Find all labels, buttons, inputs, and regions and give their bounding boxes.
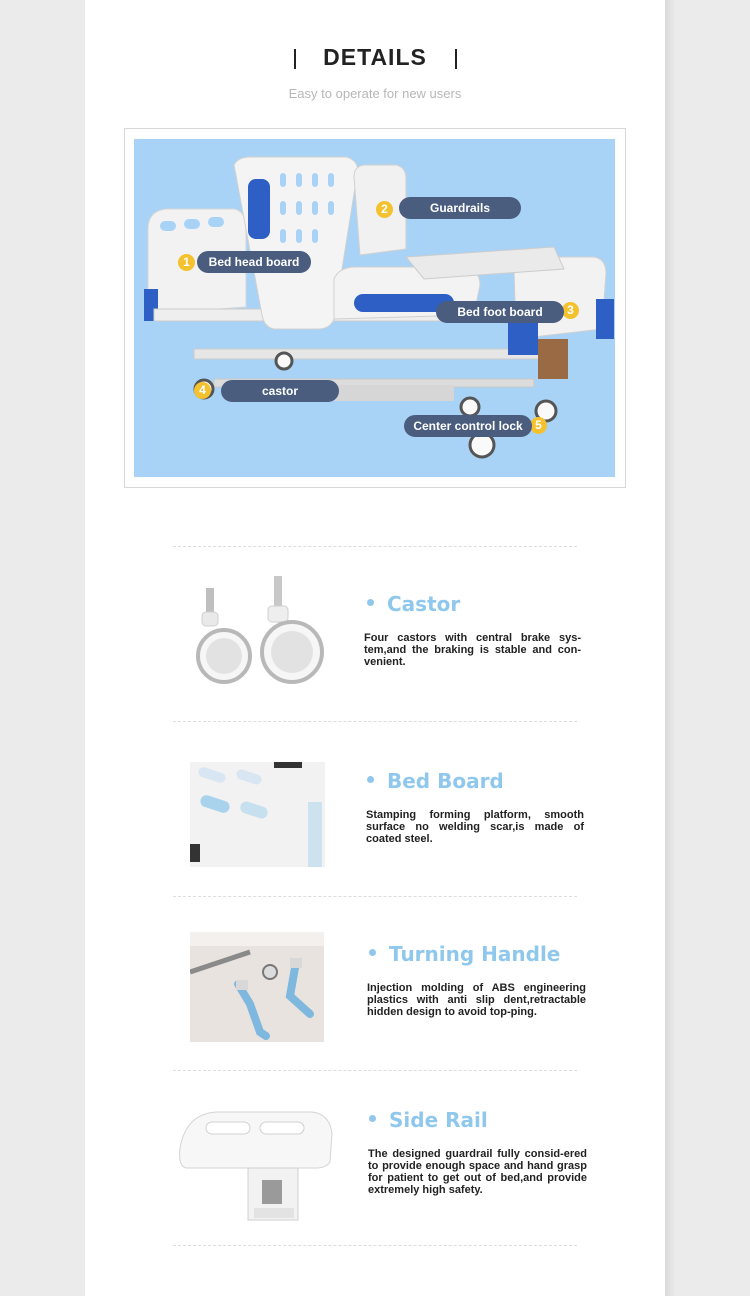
overview-photo-frame (124, 128, 626, 488)
callout-castor: castor (221, 380, 339, 402)
turning-handle-image (190, 932, 324, 1042)
page-subtitle: Easy to operate for new users (288, 86, 462, 101)
feature-side-rail-description: The designed guardrail fully consid-ered to provide enough space and hand grasp for patient to get out of bed,and provide extremely high safety. (368, 1148, 587, 1196)
feature-side-rail-title: Side Rail (369, 1108, 488, 1132)
badge-1: 1 (178, 254, 195, 271)
callout-guardrails: Guardrails (399, 197, 521, 219)
bed-board-image (190, 762, 325, 867)
callout-bed-head-board: Bed head board (197, 251, 311, 273)
feature-bed-board-title: Bed Board (367, 769, 504, 793)
feature-bed-board-description: Stamping forming platform, smooth surface no welding scar,is made of coated steel. (366, 809, 584, 845)
bullet-dot-icon (367, 599, 374, 606)
divider-3 (173, 896, 577, 897)
badge-3: 3 (562, 302, 579, 319)
badge-5: 5 (530, 417, 547, 434)
feature-turning-handle-description: Injection molding of ABS engineering plastics with anti slip dent,retractable hidden design to avoid top-ping. (367, 982, 586, 1018)
side-rail-image (176, 1108, 334, 1226)
page-title: DETAILS (323, 44, 427, 70)
callout-center-control-lock: Center control lock (404, 415, 532, 437)
bullet-dot-icon (369, 949, 376, 956)
divider-4 (173, 1070, 577, 1071)
castor-image (188, 572, 338, 690)
feature-turning-handle-title: Turning Handle (369, 942, 560, 966)
divider-2 (173, 721, 577, 722)
panel-shadow (665, 0, 675, 1296)
bullet-dot-icon (369, 1115, 376, 1122)
divider-5 (173, 1245, 577, 1246)
divider-1 (173, 546, 577, 547)
badge-4: 4 (194, 382, 211, 399)
badge-2: 2 (376, 201, 393, 218)
callout-bed-foot-board: Bed foot board (436, 301, 564, 323)
title-bar-right (455, 49, 457, 69)
bullet-dot-icon (367, 776, 374, 783)
feature-castor-title: Castor (367, 592, 460, 616)
feature-castor-description: Four castors with central brake sys-tem,and the braking is stable and con-venient. (364, 632, 581, 668)
